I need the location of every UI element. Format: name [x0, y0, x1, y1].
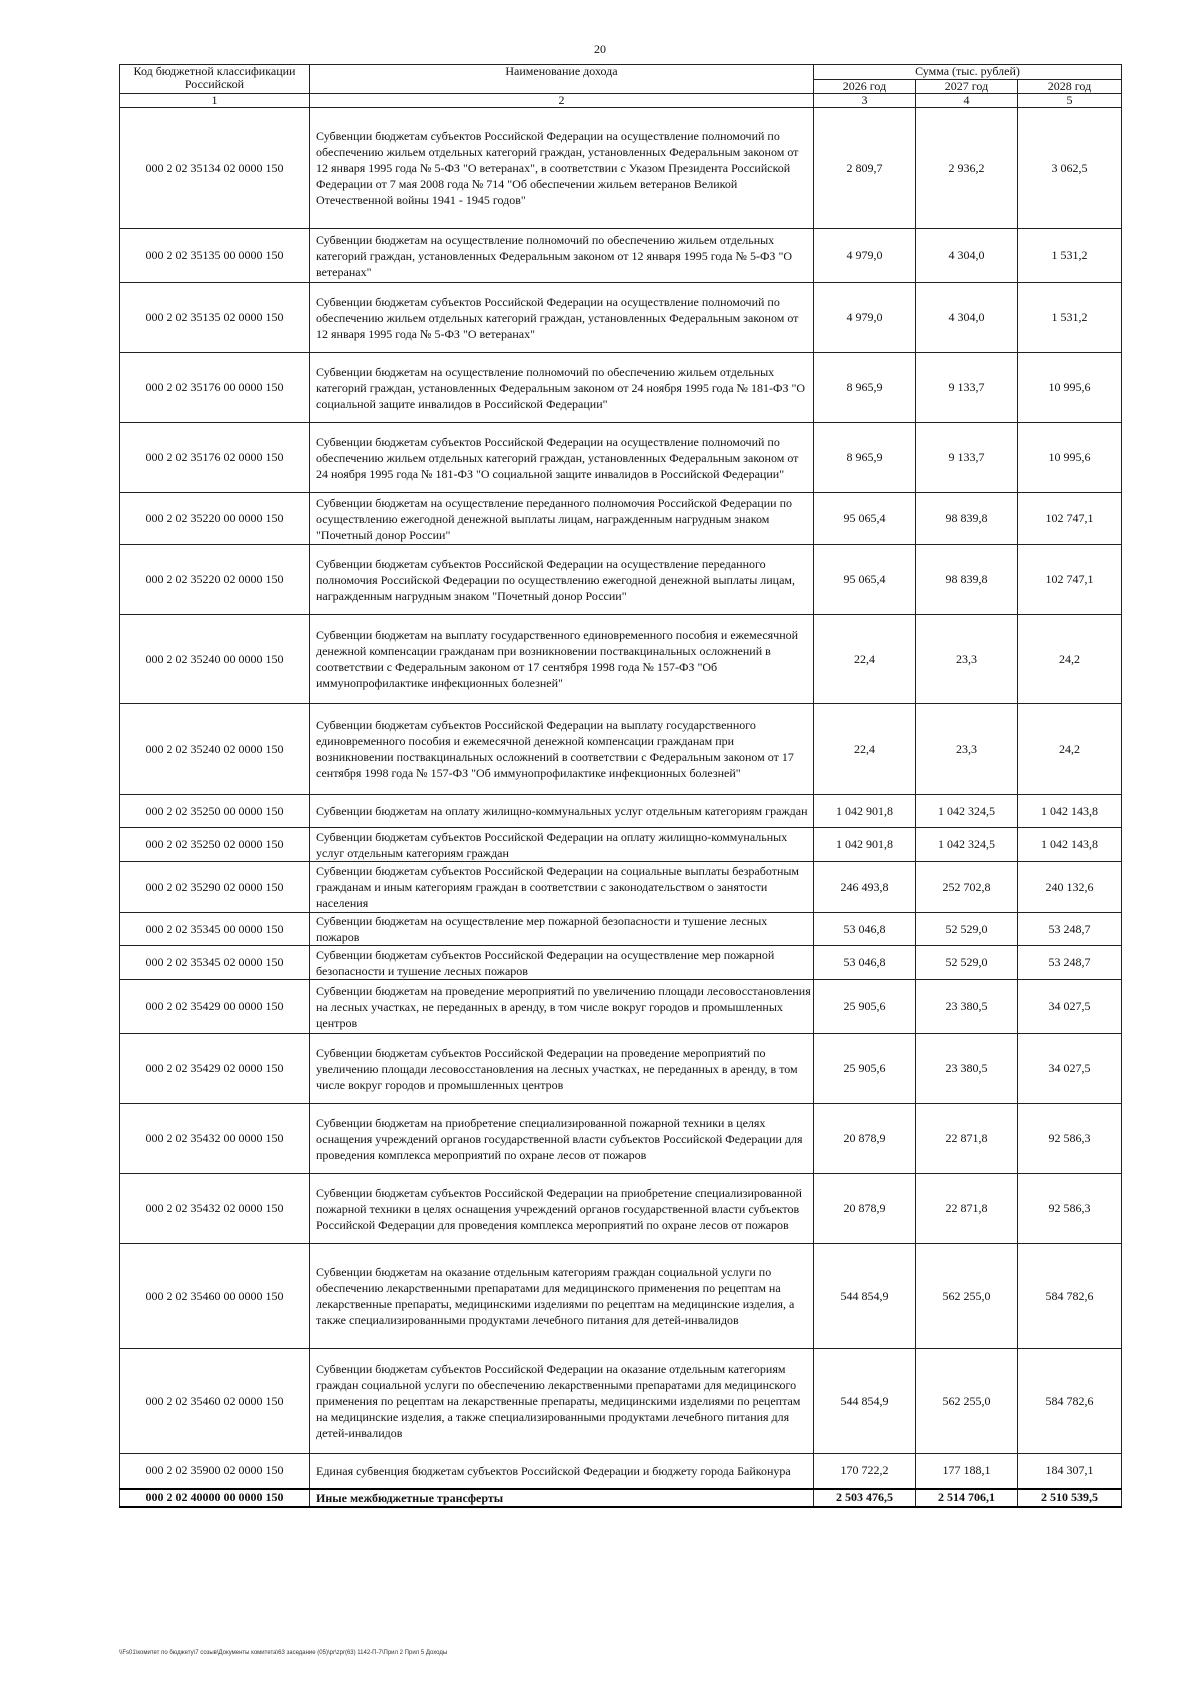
row-name: Субвенции бюджетам на приобретение специализированной пожарной техники в целях оснащения учреждений органов государственной власти субъектов Российской Федерации для проведения комплекса мероприятий по охране лесов от пожаров [310, 1104, 814, 1174]
row-value-2026: 20 878,9 [814, 1174, 916, 1244]
row-value-2026: 544 854,9 [814, 1244, 916, 1349]
row-value-2028: 34 027,5 [1018, 980, 1122, 1034]
row-value-2028: 24,2 [1018, 704, 1122, 795]
table-row [120, 229, 1122, 283]
row-value-2028: 584 782,6 [1018, 1244, 1122, 1349]
table-row [120, 615, 1122, 704]
row-code: 000 2 02 35429 00 0000 150 [120, 980, 310, 1034]
col-number-3: 3 [814, 94, 916, 108]
row-value-2026: 20 878,9 [814, 1104, 916, 1174]
total-code: 000 2 02 40000 00 0000 150 [120, 1489, 310, 1507]
table-row [120, 795, 1122, 828]
table-row [120, 1349, 1122, 1454]
row-value-2027: 98 839,8 [916, 545, 1018, 615]
row-name: Субвенции бюджетам субъектов Российской Федерации на оказание отдельным категориям граждан социальной услуги по обеспечению лекарственными препаратами для медицинского применения по рецептам на лекарственные препараты, медицинскими изделиями по рецептам на медицинские изделия, а также специализированными продуктами лечебного питания для детей-инвалидов [310, 1349, 814, 1454]
row-value-2026: 4 979,0 [814, 229, 916, 283]
row-value-2028: 10 995,6 [1018, 423, 1122, 493]
row-name: Субвенции бюджетам на оплату жилищно-коммунальных услуг отдельным категориям граждан [310, 795, 814, 828]
row-code: 000 2 02 35134 02 0000 150 [120, 108, 310, 229]
row-value-2028: 24,2 [1018, 615, 1122, 704]
col-number-1: 1 [120, 94, 310, 108]
row-value-2027: 562 255,0 [916, 1349, 1018, 1454]
row-code: 000 2 02 35240 00 0000 150 [120, 615, 310, 704]
row-value-2028: 102 747,1 [1018, 493, 1122, 545]
row-value-2026: 53 046,8 [814, 913, 916, 946]
row-value-2026: 22,4 [814, 615, 916, 704]
row-code: 000 2 02 35135 02 0000 150 [120, 283, 310, 353]
row-value-2026: 22,4 [814, 704, 916, 795]
header-year-2027: 2027 год [916, 80, 1018, 94]
row-code: 000 2 02 35250 00 0000 150 [120, 795, 310, 828]
row-code: 000 2 02 35429 02 0000 150 [120, 1034, 310, 1104]
col-number-2: 2 [310, 94, 814, 108]
table-row [120, 1104, 1122, 1174]
row-value-2026: 544 854,9 [814, 1349, 916, 1454]
row-value-2028: 53 248,7 [1018, 946, 1122, 980]
row-value-2026: 8 965,9 [814, 423, 916, 493]
row-value-2027: 1 042 324,5 [916, 795, 1018, 828]
row-value-2026: 246 493,8 [814, 862, 916, 913]
row-value-2027: 4 304,0 [916, 283, 1018, 353]
row-name: Субвенции бюджетам на осуществление полномочий по обеспечению жильем отдельных категорий граждан, установленных Федеральным законом от 12 января 1995 года № 5-ФЗ "О ветеранах" [310, 229, 814, 283]
row-value-2026: 170 722,2 [814, 1454, 916, 1489]
row-code: 000 2 02 35432 02 0000 150 [120, 1174, 310, 1244]
row-value-2028: 92 586,3 [1018, 1104, 1122, 1174]
total-name: Иные межбюджетные трансферты [310, 1489, 814, 1507]
row-value-2026: 53 046,8 [814, 946, 916, 980]
row-name: Единая субвенция бюджетам субъектов Российской Федерации и бюджету города Байконура [310, 1454, 814, 1489]
row-code: 000 2 02 35135 00 0000 150 [120, 229, 310, 283]
row-name: Субвенции бюджетам субъектов Российской Федерации на социальные выплаты безработным гражданам и иным категориям граждан в соответствии с законодательством о занятости населения [310, 862, 814, 913]
table-row [120, 108, 1122, 229]
col-number-5: 5 [1018, 94, 1122, 108]
total-value-2027: 2 514 706,1 [916, 1489, 1018, 1507]
row-value-2026: 25 905,6 [814, 980, 916, 1034]
table-row [120, 913, 1122, 946]
row-code: 000 2 02 35176 00 0000 150 [120, 353, 310, 423]
row-value-2028: 102 747,1 [1018, 545, 1122, 615]
row-value-2027: 22 871,8 [916, 1104, 1018, 1174]
row-code: 000 2 02 35176 02 0000 150 [120, 423, 310, 493]
row-value-2028: 184 307,1 [1018, 1454, 1122, 1489]
row-value-2027: 9 133,7 [916, 353, 1018, 423]
table-row [120, 1244, 1122, 1349]
row-name: Субвенции бюджетам субъектов Российской Федерации на проведение мероприятий по увеличению площади лесовосстановления на лесных участках, не переданных в аренду, в том числе вокруг городов и промышленных центров [310, 1034, 814, 1104]
header-sum-group: Сумма (тыс. рублей) [814, 65, 1122, 80]
row-value-2028: 34 027,5 [1018, 1034, 1122, 1104]
header-code: Код бюджетной классификации Российской [120, 65, 310, 94]
table-row [120, 493, 1122, 545]
row-value-2026: 1 042 901,8 [814, 828, 916, 862]
table-row [120, 353, 1122, 423]
row-code: 000 2 02 35250 02 0000 150 [120, 828, 310, 862]
row-code: 000 2 02 35220 00 0000 150 [120, 493, 310, 545]
col-number-4: 4 [916, 94, 1018, 108]
row-name: Субвенции бюджетам субъектов Российской Федерации на осуществление переданного полномочия Российской Федерации по осуществлению ежегодной денежной выплаты лицам, награжденным нагрудным знаком "Почетный донор России" [310, 545, 814, 615]
table-row [120, 545, 1122, 615]
row-name: Субвенции бюджетам субъектов Российской Федерации на осуществление полномочий по обеспечению жильем отдельных категорий граждан, установленных Федеральным законом от 12 января 1995 года № 5-ФЗ "О ветеранах" [310, 283, 814, 353]
row-value-2027: 98 839,8 [916, 493, 1018, 545]
row-value-2027: 23,3 [916, 615, 1018, 704]
row-value-2027: 177 188,1 [916, 1454, 1018, 1489]
row-code: 000 2 02 35432 00 0000 150 [120, 1104, 310, 1174]
table-row [120, 1454, 1122, 1489]
row-value-2028: 1 531,2 [1018, 283, 1122, 353]
row-name: Субвенции бюджетам субъектов Российской Федерации на выплату государственного единовременного пособия и ежемесячной денежной компенсации гражданам при возникновении поствакцинальных осложнений в соответствии с Федеральным законом от 17 сентября 1998 года № 157-ФЗ "Об иммунопрофилактике инфекционных болезней" [310, 704, 814, 795]
row-code: 000 2 02 35345 02 0000 150 [120, 946, 310, 980]
footer-file-path: \\Fs01\комитет по бюджету\7 созыв\Документы комитета\63 заседание (05)\pr\zpr(63) 1142-П-7\Прил 2 Прил 5 Доходы [119, 1650, 448, 1656]
row-name: Субвенции бюджетам на выплату государственного единовременного пособия и ежемесячной денежной компенсации гражданам при возникновении поствакцинальных осложнений в соответствии с Федеральным законом от 17 сентября 1998 года № 157-ФЗ "Об иммунопрофилактике инфекционных болезней" [310, 615, 814, 704]
table-row [120, 946, 1122, 980]
row-value-2027: 2 936,2 [916, 108, 1018, 229]
row-value-2027: 252 702,8 [916, 862, 1018, 913]
row-value-2027: 52 529,0 [916, 913, 1018, 946]
table-row [120, 704, 1122, 795]
row-code: 000 2 02 35240 02 0000 150 [120, 704, 310, 795]
table-row [120, 423, 1122, 493]
row-value-2027: 9 133,7 [916, 423, 1018, 493]
table-row [120, 1174, 1122, 1244]
page-number: 20 [594, 42, 606, 56]
row-value-2027: 1 042 324,5 [916, 828, 1018, 862]
row-name: Субвенции бюджетам на оказание отдельным категориям граждан социальной услуги по обеспечению лекарственными препаратами для медицинского применения по рецептам на лекарственные препараты, медицинскими изделиями по рецептам на медицинские изделия, а также специализированными продуктами лечебного питания для детей-инвалидов [310, 1244, 814, 1349]
row-name: Субвенции бюджетам субъектов Российской Федерации на осуществление полномочий по обеспечению жильем отдельных категорий граждан, установленных Федеральным законом от 12 января 1995 года № 5-ФЗ "О ветеранах", в соответствии с Указом Президента Российской Федерации от 7 мая 2008 года № 714 "Об обеспечении жильем ветеранов Великой Отечественной войны 1941 - 1945 годов" [310, 108, 814, 229]
table-row [120, 980, 1122, 1034]
row-name: Субвенции бюджетам субъектов Российской Федерации на оплату жилищно-коммунальных услуг отдельным категориям граждан [310, 828, 814, 862]
row-value-2027: 23 380,5 [916, 980, 1018, 1034]
row-value-2026: 1 042 901,8 [814, 795, 916, 828]
row-value-2026: 2 809,7 [814, 108, 916, 229]
row-code: 000 2 02 35220 02 0000 150 [120, 545, 310, 615]
header-year-2028: 2028 год [1018, 80, 1122, 94]
row-name: Субвенции бюджетам субъектов Российской Федерации на осуществление мер пожарной безопасности и тушение лесных пожаров [310, 946, 814, 980]
row-value-2028: 10 995,6 [1018, 353, 1122, 423]
header-year-2026: 2026 год [814, 80, 916, 94]
row-value-2027: 23,3 [916, 704, 1018, 795]
row-code: 000 2 02 35290 02 0000 150 [120, 862, 310, 913]
row-code: 000 2 02 35345 00 0000 150 [120, 913, 310, 946]
revenue-table [119, 64, 1122, 1508]
total-row [120, 1489, 1122, 1507]
row-code: 000 2 02 35900 02 0000 150 [120, 1454, 310, 1489]
row-value-2028: 92 586,3 [1018, 1174, 1122, 1244]
row-value-2026: 95 065,4 [814, 493, 916, 545]
row-code: 000 2 02 35460 00 0000 150 [120, 1244, 310, 1349]
row-value-2028: 53 248,7 [1018, 913, 1122, 946]
row-value-2027: 4 304,0 [916, 229, 1018, 283]
total-value-2026: 2 503 476,5 [814, 1489, 916, 1507]
row-value-2027: 562 255,0 [916, 1244, 1018, 1349]
row-name: Субвенции бюджетам субъектов Российской Федерации на осуществление полномочий по обеспечению жильем отдельных категорий граждан, установленных Федеральным законом от 24 ноября 1995 года № 181-ФЗ "О социальной защите инвалидов в Российской Федерации" [310, 423, 814, 493]
table-row [120, 1034, 1122, 1104]
row-code: 000 2 02 35460 02 0000 150 [120, 1349, 310, 1454]
row-value-2026: 4 979,0 [814, 283, 916, 353]
total-value-2028: 2 510 539,5 [1018, 1489, 1122, 1507]
row-value-2026: 8 965,9 [814, 353, 916, 423]
row-name: Субвенции бюджетам на осуществление полномочий по обеспечению жильем отдельных категорий граждан, установленных Федеральным законом от 24 ноября 1995 года № 181-ФЗ "О социальной защите инвалидов в Российской Федерации" [310, 353, 814, 423]
row-name: Субвенции бюджетам на осуществление переданного полномочия Российской Федерации по осуществлению ежегодной денежной выплаты лицам, награжденным нагрудным знаком "Почетный донор России" [310, 493, 814, 545]
header-name: Наименование дохода [310, 65, 814, 94]
row-value-2028: 1 531,2 [1018, 229, 1122, 283]
row-value-2028: 240 132,6 [1018, 862, 1122, 913]
table-row [120, 283, 1122, 353]
row-name: Субвенции бюджетам на осуществление мер пожарной безопасности и тушение лесных пожаров [310, 913, 814, 946]
row-value-2028: 1 042 143,8 [1018, 828, 1122, 862]
table-row [120, 862, 1122, 913]
row-value-2028: 1 042 143,8 [1018, 795, 1122, 828]
table-row [120, 828, 1122, 862]
row-value-2026: 95 065,4 [814, 545, 916, 615]
row-value-2027: 52 529,0 [916, 946, 1018, 980]
row-name: Субвенции бюджетам субъектов Российской Федерации на приобретение специализированной пожарной техники в целях оснащения учреждений органов государственной власти субъектов Российской Федерации для проведения комплекса мероприятий по охране лесов от пожаров [310, 1174, 814, 1244]
row-value-2028: 584 782,6 [1018, 1349, 1122, 1454]
row-value-2027: 22 871,8 [916, 1174, 1018, 1244]
row-value-2028: 3 062,5 [1018, 108, 1122, 229]
row-value-2026: 25 905,6 [814, 1034, 916, 1104]
row-name: Субвенции бюджетам на проведение мероприятий по увеличению площади лесовосстановления на лесных участках, не переданных в аренду, в том числе вокруг городов и промышленных центров [310, 980, 814, 1034]
row-value-2027: 23 380,5 [916, 1034, 1018, 1104]
